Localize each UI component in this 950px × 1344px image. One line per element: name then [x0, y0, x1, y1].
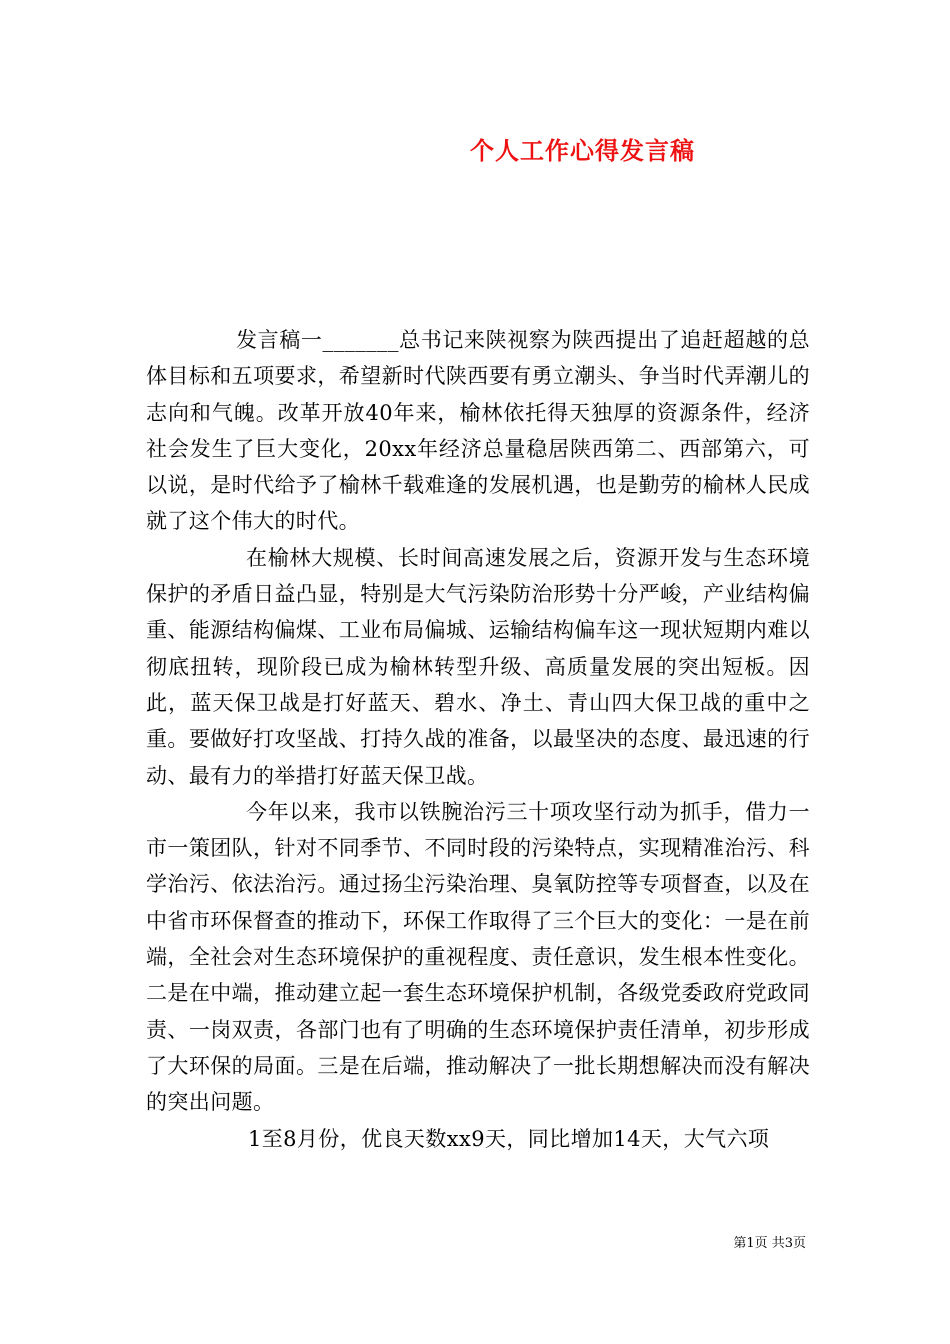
title-area: [0, 0, 950, 200]
page-number: 第1页 共3页: [733, 1236, 806, 1251]
page-footer: [0, 1234, 950, 1254]
paragraph-3: 今年以来，我市以铁腕治污三十项攻坚行动为抓手，借力一市一策团队，针对不同季节、不同时段的污染特点，实现精准治污、科学治污、依法治污。通过扬尘污染治理、臭氧防控等专项督查，以及在中省市环保督查的推动下，环保工作取得了三个巨大的变化：一是在前端，全社会对生态环境保护的重视程度、责任意识，发生根本性变化。二是在中端，推动建立起一套生态环境保护机制，各级党委政府党政同责、一岗双责，各部门也有了明确的生态环境保护责任清单，初步形成了大环保的局面。三是在后端，推动解决了一批长期想解决而没有解决的突出问题。: [146, 799, 810, 1115]
paragraph-1: 发言稿一_______总书记来陕视察为陕西提出了追赶超越的总体目标和五项要求，希望新时代陕西要有勇立潮头、争当时代弄潮儿的志向和气魄。改革开放40年来，榆林依托得天独厚的资源条件，经济社会发生了巨大变化，20xx年经济总量稳居陕西第二、西部第六，可以说，是时代给予了榆林千载难逢的发展机遇，也是勤劳的榆林人民成就了这个伟大的时代。: [146, 328, 810, 534]
paragraph-4: 1至8月份，优良天数xx9天，同比增加14天，大气六项: [248, 1126, 770, 1151]
paragraph-2: 在榆林大规模、长时间高速发展之后，资源开发与生态环境保护的矛盾日益凸显，特别是大气污染防治形势十分严峻，产业结构偏重、能源结构偏煤、工业布局偏城、运输结构偏车这一现状短期内难以彻底扭转，现阶段已成为榆林转型升级、高质量发展的突出短板。因此，蓝天保卫战是打好蓝天、碧水、净土、青山四大保卫战的重中之重。要做好打攻坚战、打持久战的准备，以最坚决的态度、最迅速的行动、最有力的举措打好蓝天保卫战。: [146, 545, 810, 788]
page-title: 个人工作心得发言稿: [470, 136, 695, 165]
document-body: [146, 322, 810, 1157]
